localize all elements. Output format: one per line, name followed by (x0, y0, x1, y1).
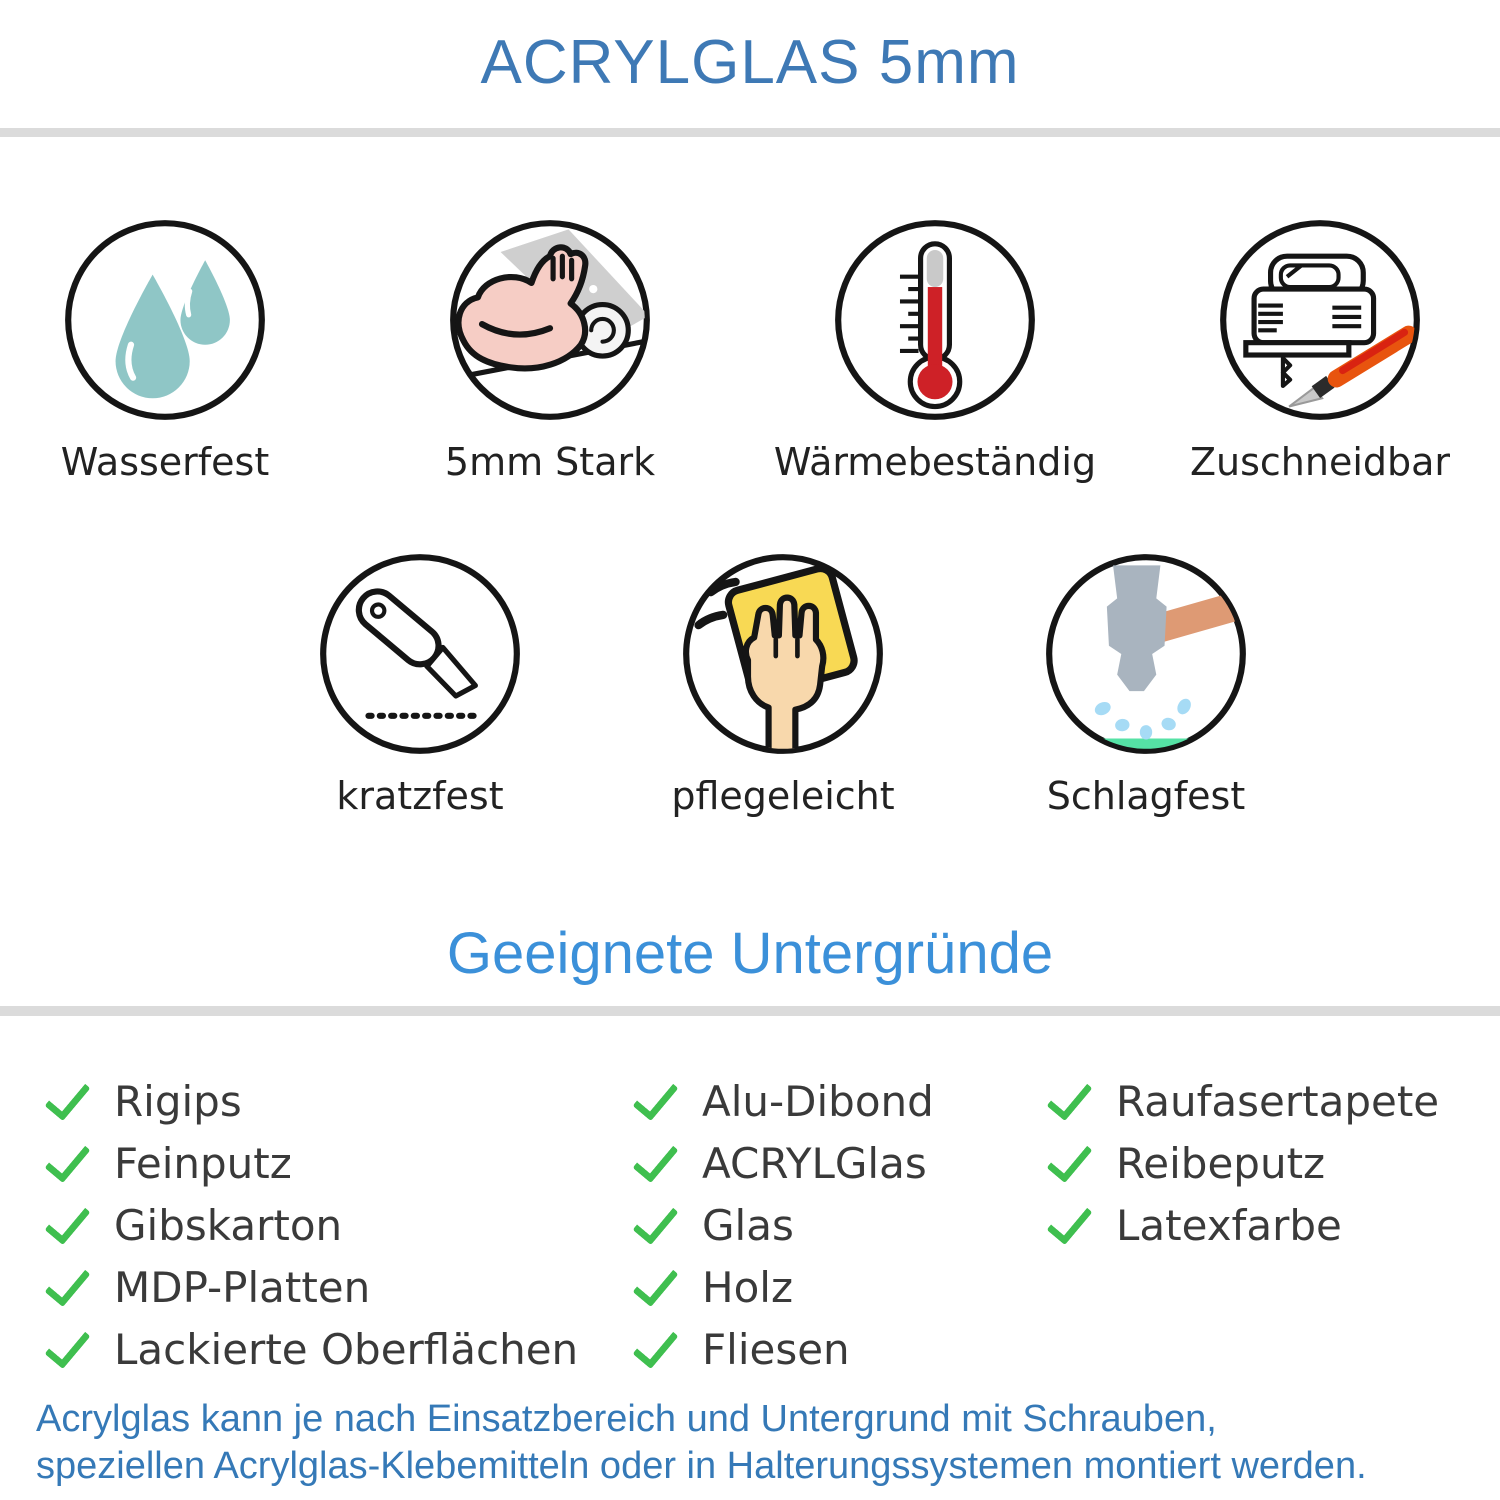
substrate-label: Gibskarton (114, 1200, 343, 1250)
feature-circle (680, 551, 886, 757)
checkmark-icon (626, 1199, 684, 1251)
feature-label: Wärmebeständig (773, 440, 1097, 485)
checkmark-icon (626, 1323, 684, 1375)
feature-circle (317, 551, 523, 757)
wiping-hand-icon (680, 551, 886, 757)
feature-circle (447, 217, 653, 423)
page-title: ACRYLGLAS 5mm (480, 28, 1020, 97)
list-item (1040, 1194, 1500, 1256)
substrate-label: Latexfarbe (1116, 1200, 1342, 1250)
feature-label: 5mm Stark (444, 440, 656, 485)
substrate-label: Holz (702, 1262, 793, 1312)
feature-label: Schlagfest (1046, 773, 1246, 818)
list-item (626, 1132, 1040, 1194)
substrate-label: Reibeputz (1116, 1138, 1326, 1188)
feature-schlagfest (1043, 551, 1249, 819)
substrate-label: Raufasertapete (1116, 1076, 1440, 1126)
list-item (38, 1318, 626, 1380)
feature-circle (1043, 551, 1249, 757)
features-row-2 (0, 551, 1500, 819)
list-item (626, 1256, 1040, 1318)
substrate-label: Lackierte Oberflächen (114, 1324, 579, 1374)
checkmark-icon (626, 1075, 684, 1127)
substrate-label: Glas (702, 1200, 794, 1250)
feature-wasserfest (62, 217, 268, 485)
list-item (1040, 1070, 1500, 1132)
substrates-column-3 (1040, 1070, 1500, 1380)
list-item (626, 1318, 1040, 1380)
checkmark-icon (1040, 1075, 1098, 1127)
water-drops-icon (62, 217, 268, 423)
feature-zuschneidbar (1189, 217, 1451, 485)
substrate-label: Alu-Dibond (702, 1076, 934, 1126)
feature-label: pflegeleicht (671, 773, 895, 818)
feature-pflegeleicht (671, 551, 895, 819)
substrate-label: Fliesen (702, 1324, 850, 1374)
substrates-list (0, 1070, 1500, 1380)
divider-bar-top (0, 128, 1500, 137)
footer-note (0, 1396, 1500, 1490)
list-item (38, 1194, 626, 1256)
feature-circle (1217, 217, 1423, 423)
checkmark-icon (626, 1261, 684, 1313)
list-item (1040, 1132, 1500, 1194)
feature-5mm-stark (444, 217, 656, 485)
substrate-label: Feinputz (114, 1138, 292, 1188)
feature-label: kratzfest (336, 773, 504, 818)
substrate-label: Rigips (114, 1076, 242, 1126)
substrate-label: ACRYLGlas (702, 1138, 927, 1188)
list-item (38, 1132, 626, 1194)
checkmark-icon (38, 1075, 96, 1127)
section-title: Geeignete Untergründe (446, 921, 1054, 987)
divider-bar-section (0, 1006, 1500, 1016)
checkmark-icon (38, 1261, 96, 1313)
feature-circle (832, 217, 1038, 423)
checkmark-icon (1040, 1199, 1098, 1251)
list-item (626, 1070, 1040, 1132)
footer-line-1: Acrylglas kann je nach Einsatzbereich und Untergrund mit Schrauben, (36, 1398, 1217, 1441)
substrate-label: MDP-Platten (114, 1262, 371, 1312)
substrates-column-2 (626, 1070, 1040, 1380)
list-item (626, 1194, 1040, 1256)
hammer-impact-icon (1043, 551, 1249, 757)
substrates-column-1 (38, 1070, 626, 1380)
feature-waermebestaendig (773, 217, 1097, 485)
features-row-1 (0, 217, 1500, 485)
checkmark-icon (626, 1137, 684, 1189)
muscle-arm-roll-icon (447, 217, 653, 423)
thermometer-icon (832, 217, 1038, 423)
checkmark-icon (38, 1137, 96, 1189)
feature-kratzfest (317, 551, 523, 819)
footer-line-2: speziellen Acrylglas-Klebemitteln oder in Halterungssystemen montiert werden. (36, 1445, 1367, 1488)
checkmark-icon (38, 1199, 96, 1251)
feature-circle (62, 217, 268, 423)
list-item (38, 1256, 626, 1318)
feature-label: Zuschneidbar (1189, 440, 1451, 485)
feature-label: Wasserfest (60, 440, 270, 485)
checkmark-icon (38, 1323, 96, 1375)
jigsaw-cutter-icon (1217, 217, 1423, 423)
checkmark-icon (1040, 1137, 1098, 1189)
list-item (38, 1070, 626, 1132)
utility-knife-icon (317, 551, 523, 757)
